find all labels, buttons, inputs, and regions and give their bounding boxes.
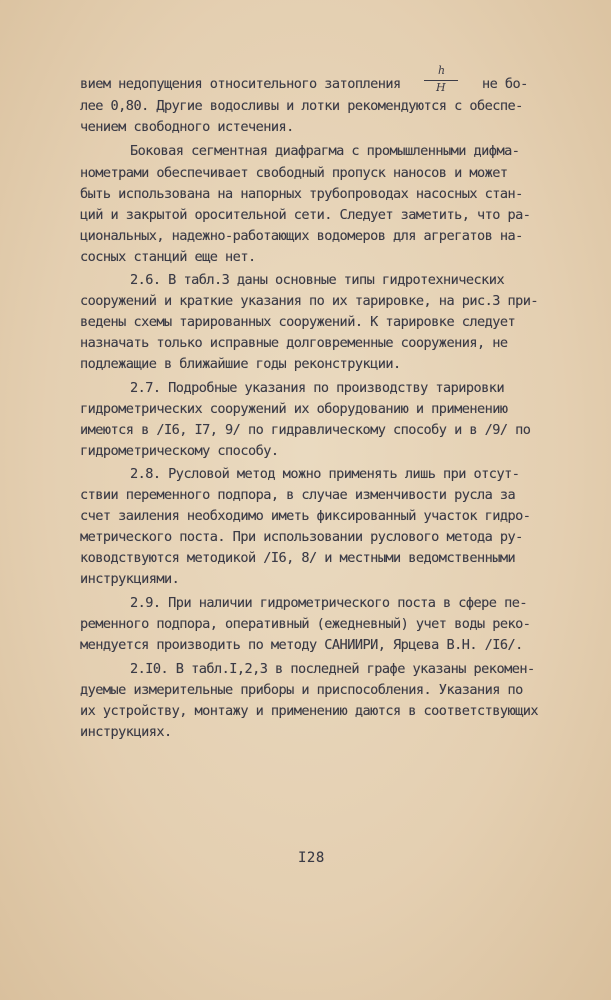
text-line: ствии переменного подпора, в случае изменчивости русла за — [80, 487, 516, 503]
text-line: ций и закрытой оросительной сети. Следует заметить, что ра- — [80, 207, 531, 223]
text-line: чением свободного истечения. — [80, 119, 294, 135]
text-line: вием недопущения относительного затопления — [80, 76, 401, 92]
text-line: 2.I0. В табл.I,2,3 в последней графе указаны рекомен- — [130, 661, 535, 677]
text-line: гидрометрических сооружений их оборудованию и применению — [80, 401, 508, 417]
text-line: лее 0,80. Другие водосливы и лотки рекомендуются с обеспе- — [80, 98, 523, 114]
text-line: их устройству, монтажу и применению даются в соответствующих — [80, 703, 539, 719]
text-line: сосных станций еще нет. — [80, 249, 256, 265]
text-line: подлежащие в ближайшие годы реконструкции. — [80, 356, 401, 372]
page-number: I28 — [298, 850, 325, 866]
text-line: инструкциями. — [80, 571, 180, 587]
text-line: инструкциях. — [80, 724, 172, 740]
text-line: 2.9. При наличии гидрометрического поста в сфере пе- — [130, 595, 527, 611]
text-line: 2.8. Русловой метод можно применять лишь при отсут- — [130, 466, 520, 482]
text-line: ководствуются методикой /I6, 8/ и местными ведомственными — [80, 550, 516, 566]
fraction-numerator: h — [438, 64, 446, 77]
text-line: 2.6. В табл.3 даны основные типы гидротехнических — [130, 272, 505, 288]
text-line: не бо- — [482, 76, 528, 92]
text-line: нометрами обеспечивает свободный пропуск наносов и может — [80, 165, 508, 181]
text-line: Боковая сегментная диафрагма с промышленными дифма- — [130, 143, 520, 159]
text-line: ведены схемы тарированных сооружений. К тарировке следует — [80, 314, 516, 330]
fraction-h-over-H — [424, 64, 460, 98]
text-line: быть использована на напорных трубопроводах насосных стан- — [80, 186, 523, 202]
text-line: сооружений и краткие указания по их тарировке, на рис.3 при- — [80, 293, 539, 309]
text-line: мендуется производить по методу САНИИРИ, Ярцева В.Н. /I6/. — [80, 637, 523, 653]
text-line: назначать только исправные долговременные сооружения, не — [80, 335, 508, 351]
text-line: метрического поста. При использовании руслового метода ру- — [80, 529, 523, 545]
text-line: ременного подпора, оперативный (ежедневный) учет воды реко- — [80, 616, 531, 632]
text-line: имеются в /I6, I7, 9/ по гидравлическому способу и в /9/ по — [80, 422, 531, 438]
fraction-denominator: H — [436, 81, 446, 94]
text-line: циональных, надежно-работающих водомеров для агрегатов на- — [80, 228, 523, 244]
text-line: дуемые измерительные приборы и приспособления. Указания по — [80, 682, 523, 698]
text-line: 2.7. Подробные указания по производству тарировки — [130, 380, 505, 396]
text-line: гидрометрическому способу. — [80, 443, 279, 459]
text-line: счет заиления необходимо иметь фиксированный участок гидро- — [80, 508, 531, 524]
